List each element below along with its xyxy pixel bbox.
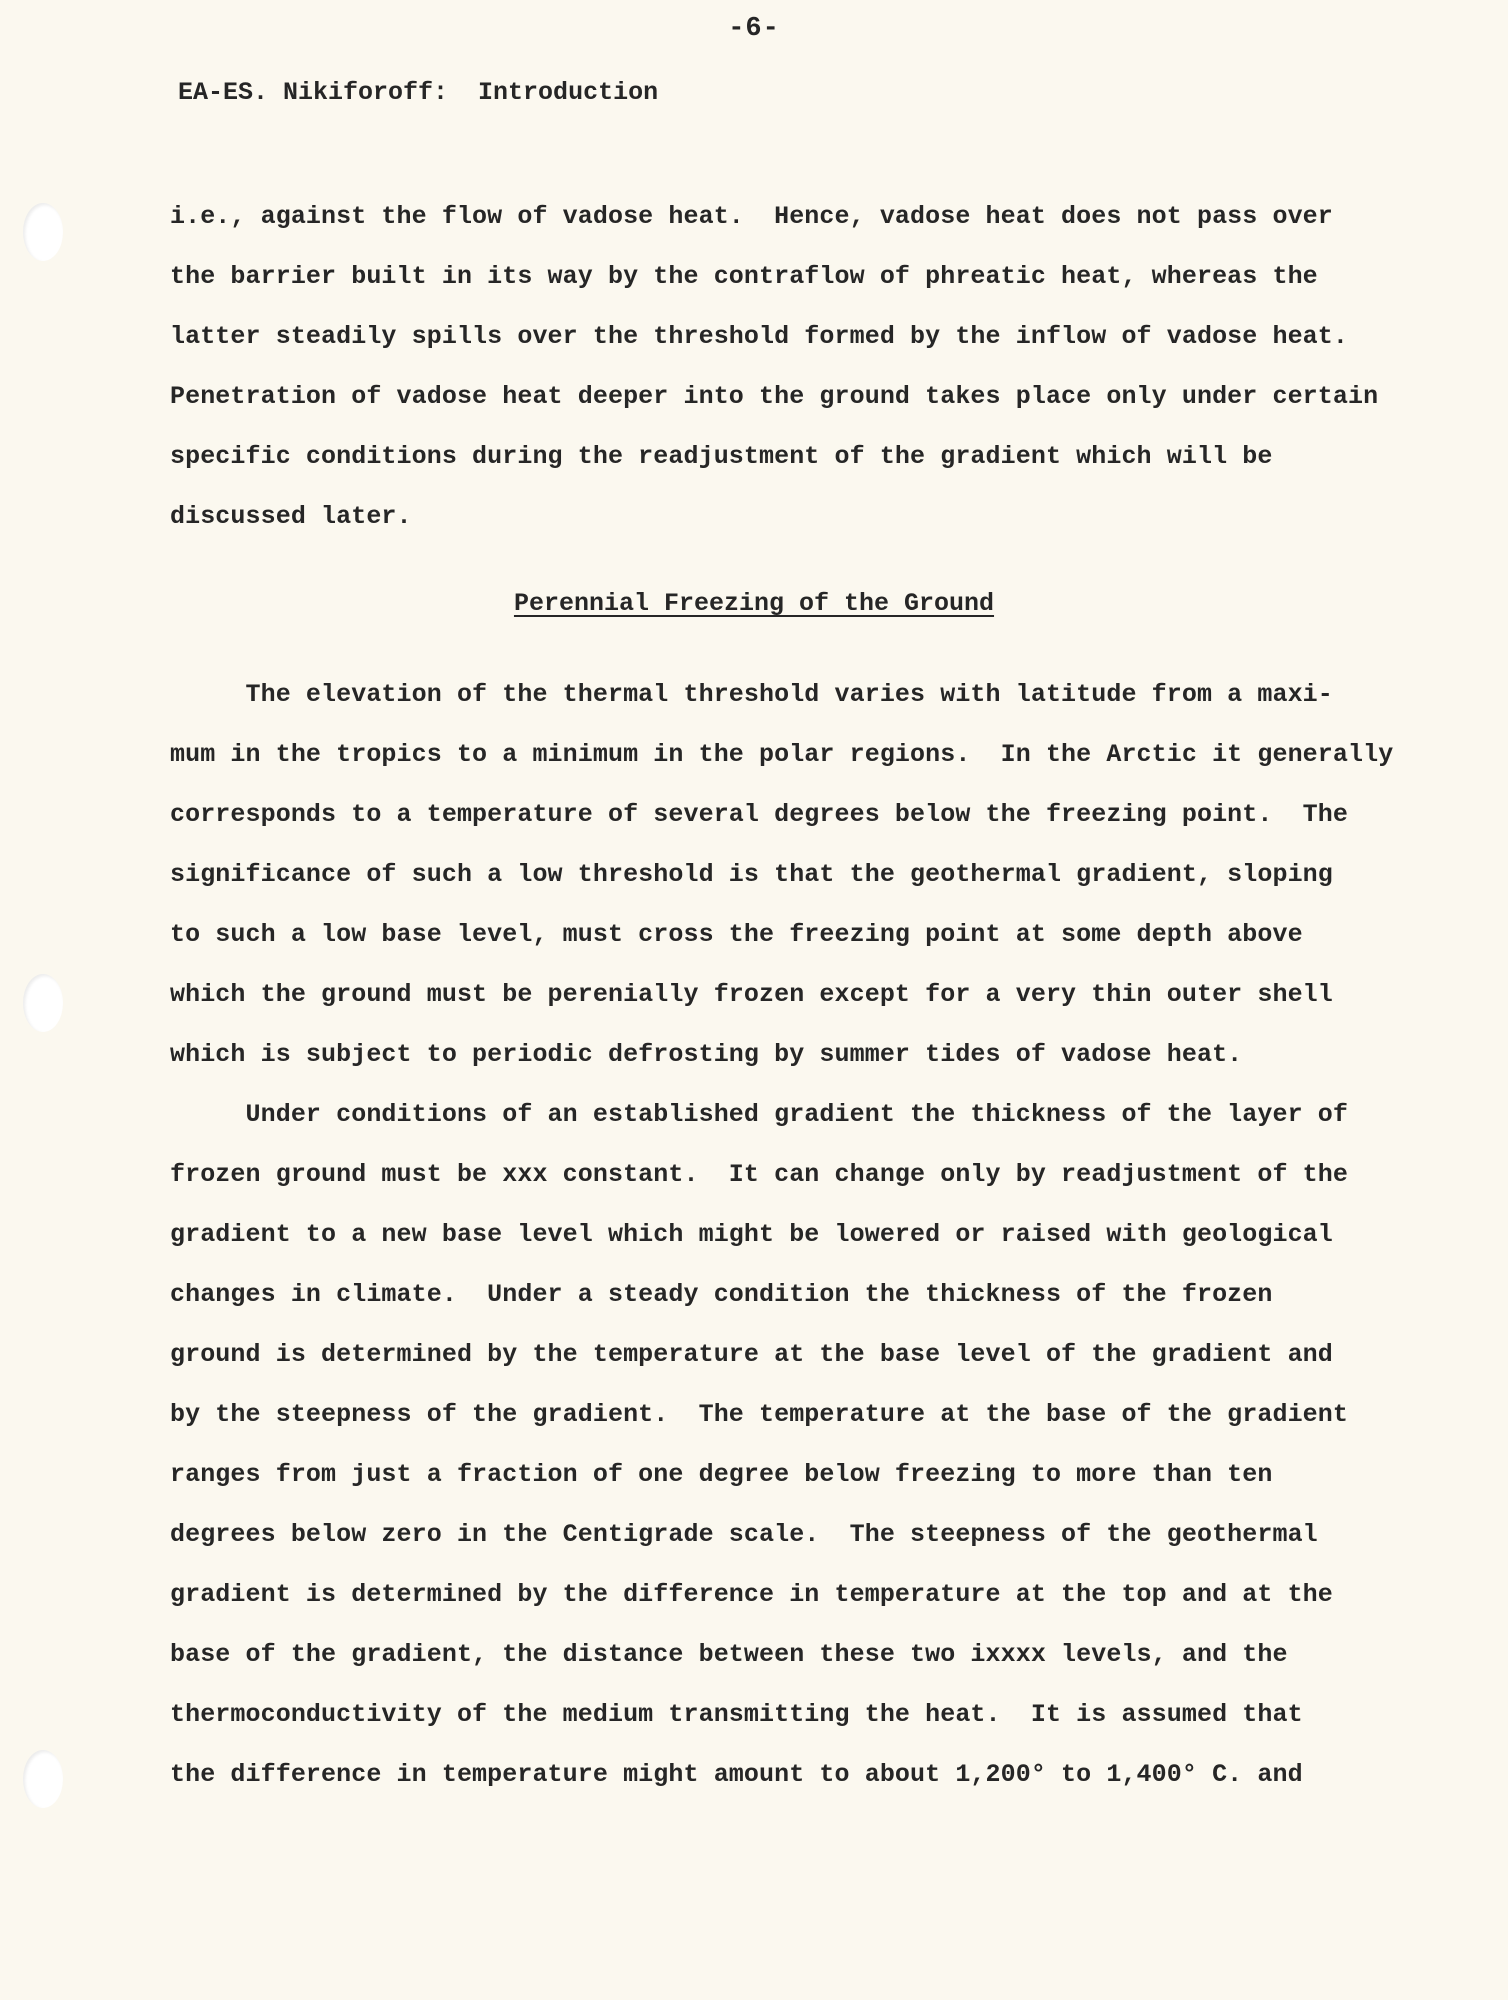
text-line: to such a low base level, must cross the freezing point at some depth above <box>170 920 1303 949</box>
running-header: EA-ES. Nikiforoff: Introduction <box>178 78 659 107</box>
section-heading-text: Perennial Freezing of the Ground <box>513 589 995 618</box>
text-line: gradient is determined by the difference in temperature at the top and at the <box>170 1580 1333 1609</box>
text-line: Under conditions of an established gradient the thickness of the layer of <box>170 1100 1348 1129</box>
page-number: -6- <box>728 14 780 44</box>
text-line: The elevation of the thermal threshold varies with latitude from a maxi- <box>170 680 1333 709</box>
text-line: by the steepness of the gradient. The temperature at the base of the gradient <box>170 1400 1348 1429</box>
punch-hole-middle <box>23 974 63 1032</box>
section-heading <box>0 589 1508 618</box>
punch-hole-top <box>23 203 63 261</box>
text-line: ranges from just a fraction of one degree below freezing to more than ten <box>170 1460 1273 1489</box>
text-line: ground is determined by the temperature at the base level of the gradient and <box>170 1340 1333 1369</box>
text-line: gradient to a new base level which might be lowered or raised with geological <box>170 1220 1333 1249</box>
text-line: mum in the tropics to a minimum in the polar regions. In the Arctic it generally <box>170 740 1394 769</box>
text-line: which the ground must be perenially frozen except for a very thin outer shell <box>170 980 1333 1009</box>
text-line: changes in climate. Under a steady condition the thickness of the frozen <box>170 1280 1273 1309</box>
text-line: i.e., against the flow of vadose heat. Hence, vadose heat does not pass over <box>170 202 1333 231</box>
text-line: specific conditions during the readjustment of the gradient which will be <box>170 442 1273 471</box>
text-line: the difference in temperature might amount to about 1,200° to 1,400° C. and <box>170 1760 1303 1789</box>
text-line: latter steadily spills over the threshold formed by the inflow of vadose heat. <box>170 322 1348 351</box>
text-line: Penetration of vadose heat deeper into the ground takes place only under certain <box>170 382 1379 411</box>
text-line: frozen ground must be xxx constant. It can change only by readjustment of the <box>170 1160 1348 1189</box>
text-line: thermoconductivity of the medium transmitting the heat. It is assumed that <box>170 1700 1303 1729</box>
text-line: significance of such a low threshold is that the geothermal gradient, sloping <box>170 860 1333 889</box>
text-line: degrees below zero in the Centigrade scale. The steepness of the geothermal <box>170 1520 1318 1549</box>
text-line: corresponds to a temperature of several degrees below the freezing point. The <box>170 800 1348 829</box>
text-line: the barrier built in its way by the contraflow of phreatic heat, whereas the <box>170 262 1318 291</box>
text-line: base of the gradient, the distance between these two ixxxx levels, and the <box>170 1640 1288 1669</box>
text-line: discussed later. <box>170 502 412 531</box>
punch-hole-bottom <box>23 1750 63 1808</box>
text-line: which is subject to periodic defrosting by summer tides of vadose heat. <box>170 1040 1243 1069</box>
